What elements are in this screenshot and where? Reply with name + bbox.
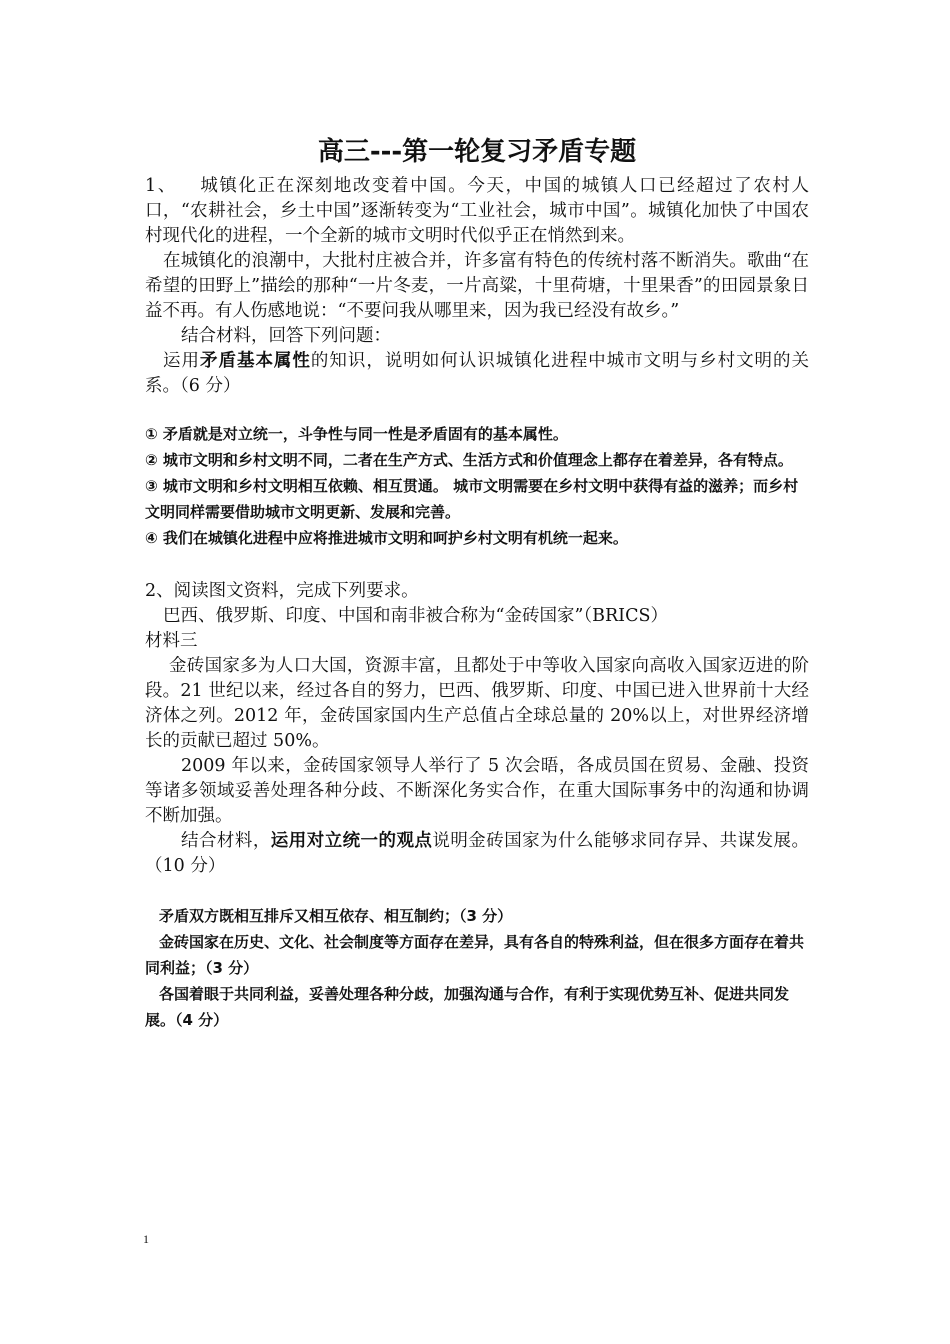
- q2-answer-2: 金砖国家在历史、文化、社会制度等方面存在差异，具有各自的特殊利益，但在很多方面存在着共同利益；（3 分）: [145, 933, 805, 977]
- q2-answer-3: 各国着眼于共同利益，妥善处理各种分歧，加强沟通与合作，有利于实现优势互补、促进共同发展。（4 分）: [145, 985, 790, 1029]
- q2-question: [145, 829, 809, 879]
- q1-paragraph-2: 在城镇化的浪潮中，大批村庄被合并，许多富有特色的传统村落不断消失。歌曲“在希望的田野上”描绘的那种“一片冬麦，一片高粱，十里荷塘，十里果香”的田园景象日益不再。有人伤感地说：“不要问我从哪里来，因为我已经没有故乡。”: [145, 251, 809, 321]
- q2-paragraph-1: 金砖国家多为人口大国，资源丰富，且都处于中等收入国家向高收入国家迈进的阶段。21 世纪以来，经过各自的努力，巴西、俄罗斯、印度、中国已进入世界前十大经济体之列。2012 年，金砖国家国内生产总值占全球总量的 20%以上，对世界经济增长的贡献已超过 50%。: [145, 656, 809, 751]
- spacer: [145, 879, 809, 903]
- q1-question-pre: 运用: [163, 351, 200, 371]
- q1-number: 1、: [145, 176, 177, 196]
- q1-instruction: 结合材料，回答下列问题：: [181, 326, 391, 346]
- q1-answers: [145, 421, 809, 551]
- q1-answer-3: ③ 城市文明和乡村文明相互依赖、相互贯通。 城市文明需要在乡村文明中获得有益的滋养；而乡村文明同样需要借助城市文明更新、发展和完善。: [145, 477, 799, 521]
- q1-para1-text: 城镇化正在深刻地改变着中国。今天，中国的城镇人口已经超过了农村人口，“农耕社会，乡土中国”逐渐转变为“工业社会，城市中国”。城镇化加快了中国农村现代化的进程，一个全新的城市文明时代似乎正在悄然到来。: [145, 176, 809, 246]
- q1-answer-2: ② 城市文明和乡村文明不同，二者在生产方式、生活方式和价值理念上都存在着差异，各有特点。: [145, 451, 793, 469]
- q2-material-label: 材料三: [145, 631, 198, 651]
- page-number: 1: [143, 1232, 149, 1246]
- q1-answer-1: ① 矛盾就是对立统一，斗争性与同一性是矛盾固有的基本属性。: [145, 425, 568, 443]
- q2-question-post: 说明金砖国家为什么能够求同存异、共谋发展。（10 分）: [145, 831, 810, 876]
- q1-question: [145, 349, 809, 399]
- q2-header: 2、阅读图文资料，完成下列要求。: [145, 581, 419, 601]
- q1-question-post: 的知识，说明如何认识城镇化进程中城市文明与乡村文明的关系。（6 分）: [145, 351, 810, 396]
- spacer: [145, 551, 809, 579]
- q2-intro: 巴西、俄罗斯、印度、中国和南非被合称为“金砖国家”（BRICS）: [163, 606, 668, 626]
- q2-answers: [145, 903, 809, 1033]
- page-title: 高三---第一轮复习矛盾专题: [317, 137, 637, 167]
- page-content: [145, 132, 809, 1033]
- q1-paragraph-1: [145, 174, 809, 249]
- q2-answer-1: 矛盾双方既相互排斥又相互依存、相互制约；（3 分）: [159, 907, 513, 925]
- q1-question-keyword: 矛盾基本属性: [199, 351, 311, 371]
- q2-question-pre: 结合材料，: [181, 831, 271, 851]
- q1-answer-4: ④ 我们在城镇化进程中应将推进城市文明和呵护乡村文明有机统一起来。: [145, 529, 628, 547]
- q2-paragraph-2: 2009 年以来，金砖国家领导人举行了 5 次会晤，各成员国在贸易、金融、投资等诸多领域妥善处理各种分歧、不断深化务实合作，在重大国际事务中的沟通和协调不断加强。: [145, 756, 809, 826]
- q2-question-keyword: 运用对立统一的观点: [270, 831, 433, 851]
